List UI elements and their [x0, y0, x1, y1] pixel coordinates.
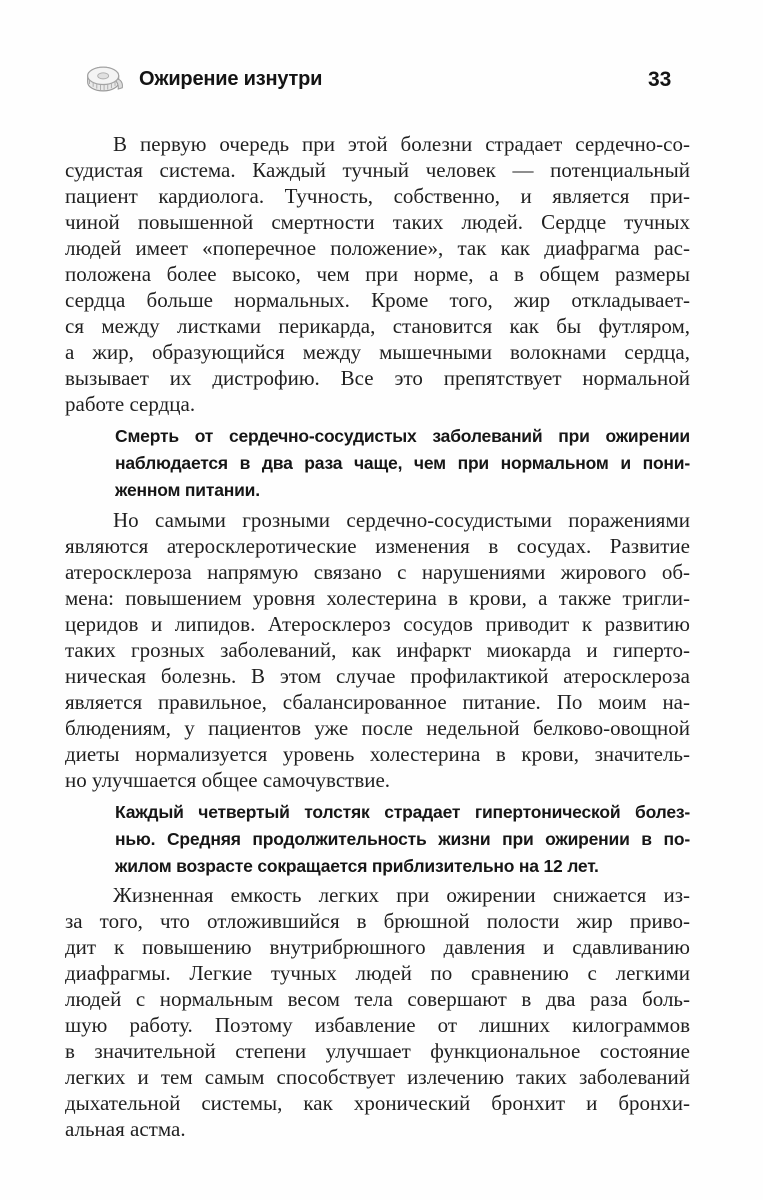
- text-line: судистая система. Каждый тучный человек — потенциальный: [65, 158, 690, 182]
- body-paragraph-2: [65, 507, 690, 793]
- text-line: альная астма.: [65, 1117, 186, 1142]
- text-line: ся между листками перикарда, становится как бы футляром,: [65, 314, 690, 338]
- text-line: пациент кардиолога. Тучность, собственно, и является при-: [65, 184, 690, 208]
- text-line: атеросклероза напрямую связано с нарушениями жирового об-: [65, 559, 690, 584]
- text-line: нью. Средняя продолжительность жизни при ожирении в по-: [115, 828, 690, 849]
- text-line: жилом возрасте сокращается приблизительно на 12 лет.: [115, 856, 599, 877]
- text-line: таких грозных заболеваний, как инфаркт миокарда и гиперто-: [65, 637, 690, 662]
- body-paragraph-3: [65, 882, 690, 1142]
- page-header: [84, 64, 322, 95]
- text-line: дит к повышению внутрибрюшного давления и сдавливанию: [65, 935, 690, 960]
- callout-paragraph-1: [115, 423, 690, 505]
- text-line: являются атеросклеротические изменения в сосудах. Развитие: [65, 533, 690, 558]
- text-line: Каждый четвертый толстяк страдает гипертонической болез-: [115, 801, 690, 822]
- text-line: а жир, образующийся между мышечными волокнами сердца,: [65, 340, 690, 364]
- text-line: людей с нормальным весом тела совершают в два раза боль-: [65, 987, 690, 1012]
- text-line: чиной повышенной смертности таких людей. Сердце тучных: [65, 210, 690, 234]
- text-line: но улучшается общее самочувствие.: [65, 767, 391, 792]
- chapter-title: Ожирение изнутри: [139, 68, 323, 90]
- text-line: блюдениям, у пациентов уже после недельной белково-овощной: [65, 715, 690, 740]
- text-line: Жизненная емкость легких при ожирении снижается из-: [113, 883, 690, 908]
- text-line: работе сердца.: [65, 392, 196, 416]
- text-line: церидов и липидов. Атеросклероз сосудов приводит к развитию: [65, 611, 690, 636]
- text-line: является правильное, сбалансированное питание. По моим на-: [65, 689, 690, 714]
- text-line: женном питании.: [115, 480, 260, 501]
- callout-paragraph-2: [115, 799, 690, 881]
- text-line: диеты нормализуется уровень холестерина в крови, значитель-: [65, 741, 690, 766]
- text-line: шую работу. Поэтому избавление от лишних килограммов: [65, 1013, 690, 1038]
- text-line: В первую очередь при этой болезни страдает сердечно-со-: [113, 132, 690, 156]
- text-block: [65, 131, 690, 1142]
- text-line: дыхательной системы, как хронический бронхит и бронхи-: [65, 1091, 690, 1116]
- text-line: Но самыми грозными сердечно-сосудистыми поражениями: [113, 507, 690, 532]
- text-line: вызывает их дистрофию. Все это препятствует нормальной: [65, 366, 690, 390]
- text-line: положена более высоко, чем при норме, а в общем размеры: [65, 262, 690, 286]
- text-line: сердца больше нормальных. Кроме того, жир откладывает-: [65, 288, 690, 312]
- text-line: ническая болезнь. В этом случае профилактикой атеросклероза: [65, 663, 690, 688]
- text-line: людей имеет «поперечное положение», так как диафрагма рас-: [65, 236, 690, 260]
- text-line: Смерть от сердечно-сосудистых заболеваний при ожирении: [115, 426, 690, 446]
- body-paragraph-1: [65, 131, 690, 417]
- text-line: легких и тем самым способствует излечению таких заболеваний: [65, 1065, 690, 1090]
- text-line: в значительной степени улучшает функциональное состояние: [65, 1039, 690, 1064]
- text-line: диафрагмы. Легкие тучных людей по сравнению с легкими: [65, 961, 690, 986]
- text-line: мена: повышением уровня холестерина в крови, а также тригли-: [65, 585, 690, 610]
- measuring-tape-icon: [84, 64, 126, 95]
- text-line: за того, что отложившийся в брюшной полости жир приво-: [65, 909, 690, 934]
- text-line: наблюдается в два раза чаще, чем при нормальном и пони-: [115, 453, 690, 474]
- page-number: 33: [648, 68, 672, 91]
